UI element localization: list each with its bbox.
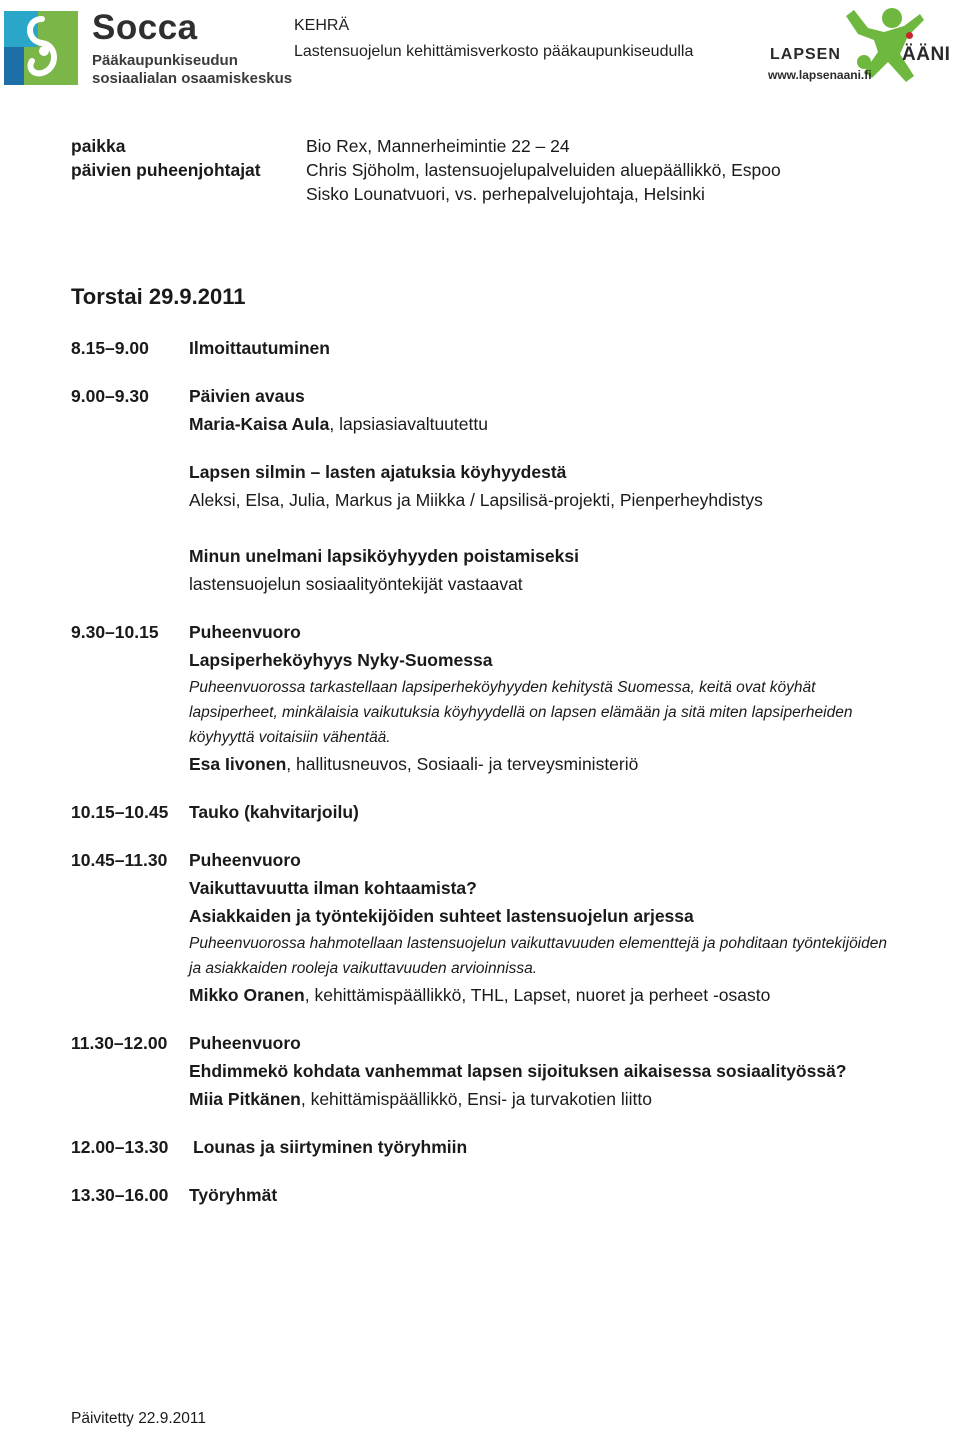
aani-word: ÄÄNI (902, 44, 951, 65)
session-4-title: Tauko (kahvitarjoilu) (189, 802, 359, 822)
header-subtitle: Lastensuojelun kehittämisverkosto pääkaupunkiseudulla (294, 43, 694, 60)
session-3-time: 9.30–10.15 (71, 622, 159, 642)
session-7-time: 12.00–13.30 (71, 1137, 169, 1157)
socca-logo (4, 8, 293, 87)
place-label: paikka (71, 136, 126, 156)
session-3-topic: Lapsiperheköyhyys Nyky-Suomessa (189, 650, 493, 670)
updated-footer: Päivitetty 22.9.2011 (71, 1410, 206, 1427)
aani-red-dot-icon (906, 32, 913, 39)
session-5-speaker (189, 983, 770, 1007)
session-8-time: 13.30–16.00 (71, 1185, 169, 1205)
speaker-role: , hallitusneuvos, Sosiaali- ja terveysministeriö (286, 754, 639, 774)
session-6-title: Puheenvuoro (189, 1033, 301, 1053)
session-3-desc-3: köyhyyttä voitaisiin vähentää. (189, 729, 391, 746)
session-2-sub2-title: Minun unelmani lapsiköyhyyden poistamiseksi (189, 546, 579, 566)
session-3-desc-1: Puheenvuorossa tarkastellaan lapsiperheköyhyyden kehitystä Suomessa, keitä ovat köyhät (189, 679, 816, 696)
lapsen-url: www.lapsenaani.fi (768, 68, 872, 82)
session-6-topic: Ehdimmekö kohdata vanhemmat lapsen sijoituksen aikaisessa sosiaalityössä? (189, 1061, 847, 1081)
session-2-sub1-text: Aleksi, Elsa, Julia, Markus ja Miikka / Lapsilisä-projekti, Pienperheyhdistys (189, 490, 763, 510)
chairs-label: päivien puheenjohtajat (71, 160, 261, 180)
socca-logo-mark-icon (4, 11, 78, 85)
speaker-role: , kehittämispäällikkö, THL, Lapset, nuoret ja perheet -osasto (304, 985, 771, 1005)
speaker-name: Miia Pitkänen (189, 1089, 301, 1109)
speaker-name: Esa Iivonen (189, 754, 287, 774)
session-3-speaker (189, 752, 638, 776)
socca-subtitle-line2: sosiaalialan osaamiskeskus (92, 70, 293, 87)
speaker-name: Mikko Oranen (189, 985, 305, 1005)
session-2-sub2-text: lastensuojelun sosiaalityöntekijät vastaavat (189, 574, 523, 594)
session-2-time: 9.00–9.30 (71, 386, 149, 406)
session-5-topic-2: Asiakkaiden ja työntekijöiden suhteet lastensuojelun arjessa (189, 906, 694, 926)
session-5-desc-2: ja asiakkaiden rooleja vaikuttavuuden arvioinnissa. (189, 960, 538, 977)
session-6-speaker (189, 1087, 652, 1111)
speaker-name: Maria-Kaisa Aula (189, 414, 330, 434)
lapsen-aani-logo (766, 6, 958, 86)
socca-subtitle-line1: Pääkaupunkiseudun (92, 52, 238, 69)
session-2-speaker (189, 412, 488, 436)
session-5-time: 10.45–11.30 (71, 850, 168, 870)
speaker-role: , kehittämispäällikkö, Ensi- ja turvakotien liitto (300, 1089, 652, 1109)
session-3-desc-2: lapsiperheet, minkälaisia vaikutuksia köyhyydellä on lapsen elämään ja sitä miten lapsiperheiden (189, 704, 853, 721)
chair-1: Chris Sjöholm, lastensuojelupalveluiden aluepäällikkö, Espoo (306, 160, 781, 180)
place-value: Bio Rex, Mannerheimintie 22 – 24 (306, 136, 570, 156)
session-7-title: Lounas ja siirtyminen työryhmiin (193, 1137, 468, 1157)
session-8-title: Työryhmät (189, 1185, 278, 1205)
lapsen-word: LAPSEN (770, 46, 841, 63)
session-1-time: 8.15–9.00 (71, 338, 149, 358)
session-4-time: 10.15–10.45 (71, 802, 169, 822)
session-5-title: Puheenvuoro (189, 850, 301, 870)
session-3-title: Puheenvuoro (189, 622, 301, 642)
socca-name: Socca (92, 8, 198, 47)
header-title: KEHRÄ (294, 17, 350, 34)
chair-2: Sisko Lounatvuori, vs. perhepalvelujohtaja, Helsinki (306, 184, 705, 204)
speaker-role: , lapsiasiavaltuutettu (329, 414, 488, 434)
session-6-time: 11.30–12.00 (71, 1033, 168, 1053)
session-2-title: Päivien avaus (189, 386, 305, 406)
session-5-topic-1: Vaikuttavuutta ilman kohtaamista? (189, 878, 477, 898)
session-2-sub1-title: Lapsen silmin – lasten ajatuksia köyhyydestä (189, 462, 567, 482)
day-heading: Torstai 29.9.2011 (71, 284, 246, 309)
session-1-title: Ilmoittautuminen (189, 338, 330, 358)
session-5-desc-1: Puheenvuorossa hahmotellaan lastensuojelun vaikuttavuuden elementtejä ja pohditaan työntekijöiden (189, 935, 887, 952)
